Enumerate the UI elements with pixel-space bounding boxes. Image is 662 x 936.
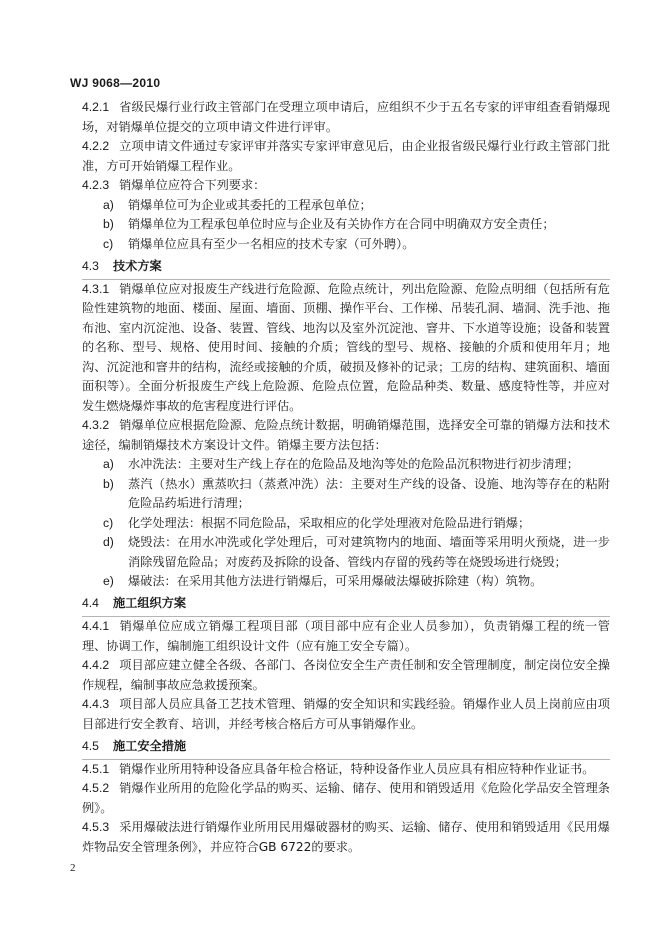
list-item	[82, 455, 610, 475]
clause-number: 4.5.1	[82, 761, 110, 776]
list-item-label: c)	[103, 515, 114, 530]
section-title: 技术方案	[112, 258, 162, 273]
clause-text: 项目部人员应具备工艺技术管理、销爆的安全知识和实践经验。销爆作业人员上岗前应由项目部进行安全教育、培训，并经考核合格后方可从事销爆作业。	[82, 697, 610, 731]
clause-text: 省级民爆行业行政主管部门在受理立项申请后，应组织不少于五名专家的评审组查看销爆现场，对销爆单位提交的立项申请文件进行评审。	[82, 100, 610, 134]
section-number: 4.4	[82, 596, 99, 610]
list-item	[82, 533, 610, 572]
document-code-header: WJ 9068—2010	[70, 76, 161, 90]
clause-4-5-1	[82, 760, 610, 780]
list-item-text: 化学处理法：根据不同危险品，采取相应的化学处理液对危险品进行销爆；	[128, 515, 531, 530]
clause-4-5-3	[82, 818, 610, 857]
clause-number: 4.4.1	[82, 619, 110, 633]
clause-number: 4.5.3	[82, 820, 110, 834]
clause-4-4-3	[82, 695, 610, 734]
clause-number: 4.3.2	[82, 418, 110, 432]
page-number: 2	[70, 862, 76, 874]
clause-text: 销爆单位应成立销爆工程项目部（项目部中应有企业人员参加），负责销爆工程的统一管理、协调工作，编制施工组织设计文件（应有施工安全专篇）。	[82, 619, 610, 653]
clause-4-2-2	[82, 137, 610, 176]
list-item-label: d)	[103, 535, 114, 549]
clause-4-5-2	[82, 779, 610, 818]
clause-4-3-1	[82, 280, 610, 417]
clause-text: 采用爆破法进行销爆作业所用民用爆破器材的购买、运输、储存、使用和销毁适用《民用爆炸物品安全管理条例》，并应符合GB 6722的要求。	[82, 820, 610, 854]
clause-4-4-1	[82, 617, 610, 656]
clause-number: 4.2.3	[82, 178, 110, 192]
clause-4-2-1	[82, 98, 610, 137]
list-item-text: 烧毁法：在用水冲洗或化学处理后，可对建筑物内的地面、墙面等采用明火预烧，进一步消除残留危险品；对废药及拆除的设备、管线内存留的残药等在烧毁场进行烧毁；	[128, 535, 610, 569]
list-item-text: 爆破法：在采用其他方法进行销爆后，可采用爆破法爆破拆除建（构）筑物。	[128, 574, 543, 588]
section-heading-4-3	[82, 254, 610, 279]
clause-text: 项目部应建立健全各级、各部门、各岗位安全生产责任制和安全管理制度，制定岗位安全操作规程，编制事故应急救援预案。	[82, 658, 610, 692]
section-heading-4-4	[82, 592, 610, 617]
list-item-label: b)	[103, 476, 114, 491]
clause-number: 4.2.1	[82, 100, 110, 114]
list-item-label: a)	[103, 197, 114, 212]
clause-number: 4.3.1	[82, 281, 110, 296]
list-item-label: e)	[103, 574, 114, 588]
clause-4-4-2	[82, 656, 610, 695]
section-title: 施工安全措施	[112, 738, 187, 753]
clause-text: 销爆作业所用特种设备应具备年检合格证，特种设备作业人员应具有相应特种作业证书。	[119, 761, 595, 776]
clause-text: 销爆单位应对报废生产线进行危险源、危险点统计，列出危险源、危险点明细（包括所有危险性建筑物的地面、楼面、屋面、墙面、顶棚、操作平台、工作梯、吊装孔洞、墙洞、洗手池、拖布池、室内沉淀池、设备、装置、管线、地沟以及室外沉淀池、窨井、下水道等设施；设备和装置的名称、型号、规格、使用时间、接触的介质；管线的型号、规格、接触的介质和使用年月；地沟、沉淀池和窨井的结构，流经或接触的介质，破损及修补的记录；工房的结构、建筑面积、墙面面积等）。全面分析报废生产线上危险源、危险点位置，危险品种类、数量、感度特性等，并应对发生燃烧爆炸事故的危害程度进行评估。	[82, 281, 610, 413]
clause-number: 4.4.2	[82, 658, 110, 672]
clause-number: 4.5.2	[82, 781, 110, 795]
document-body	[82, 98, 610, 857]
section-number: 4.3	[82, 258, 99, 273]
list-item-text: 销爆单位可为企业或其委托的工程承包单位；	[128, 197, 372, 212]
section-heading-4-5	[82, 734, 610, 759]
clause-4-3-2	[82, 416, 610, 455]
list-item-text: 水冲洗法：主要对生产线上存在的危险品及地沟等处的危险品沉积物进行初步清理；	[128, 457, 579, 471]
section-number: 4.5	[82, 738, 99, 753]
list-item	[82, 572, 610, 592]
list-item	[82, 196, 610, 216]
section-title: 施工组织方案	[112, 596, 187, 610]
clause-number: 4.2.2	[82, 139, 110, 153]
list-item-text: 销爆单位为工程承包单位时应与企业及有关协作方在合同中明确双方安全责任；	[128, 217, 555, 231]
clause-text: 销爆单位应符合下列要求：	[119, 178, 266, 192]
clause-4-2-3	[82, 176, 610, 196]
clause-number: 4.4.3	[82, 697, 110, 711]
list-item	[82, 514, 610, 534]
list-item	[82, 475, 610, 514]
list-item-text: 销爆单位应具有至少一名相应的技术专家（可外聘）。	[128, 236, 415, 251]
list-item-text: 蒸汽（热水）熏蒸吹扫（蒸煮冲洗）法：主要对生产线的设备、设施、地沟等存在的粘附危险品药垢进行清理；	[128, 476, 610, 510]
clause-text: 销爆作业所用的危险化学品的购买、运输、储存、使用和销毁适用《危险化学品安全管理条例》。	[82, 781, 610, 815]
list-item-label: c)	[103, 236, 114, 251]
clause-text: 销爆单位应根据危险源、危险点统计数据，明确销爆范围，选择安全可靠的销爆方法和技术途径，编制销爆技术方案设计文件。销爆主要方法包括：	[82, 418, 610, 452]
list-item	[82, 235, 610, 255]
list-item-label: b)	[103, 217, 114, 231]
list-item-label: a)	[103, 457, 114, 471]
list-item	[82, 215, 610, 235]
clause-text: 立项申请文件通过专家评审并落实专家评审意见后，由企业报省级民爆行业行政主管部门批准，方可开始销爆工程作业。	[82, 139, 610, 173]
